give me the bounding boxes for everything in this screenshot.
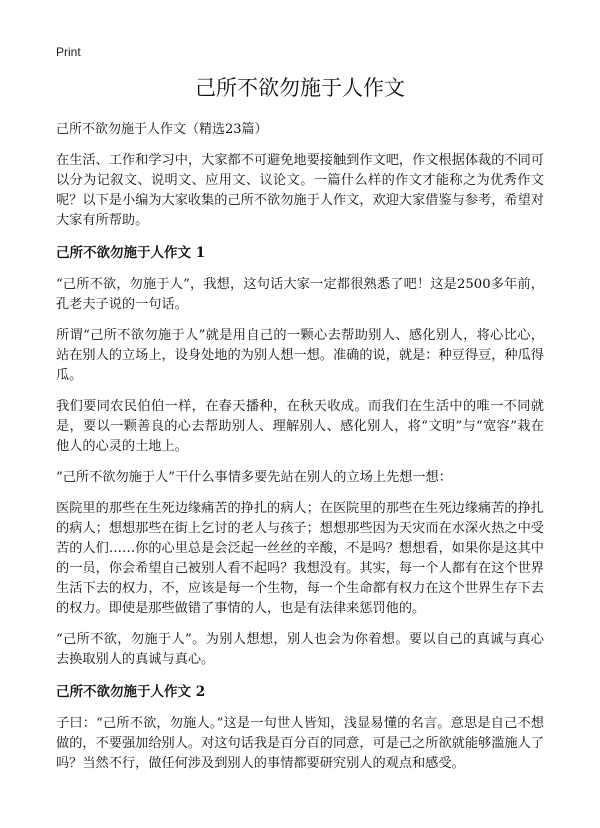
section-1-paragraph-4: “己所不欲勿施于人”干什么事情多要先站在别人的立场上先想一想： — [56, 470, 452, 485]
section-heading-2: 己所不欲勿施于人作文 2 — [56, 684, 206, 700]
page-title: 己所不欲勿施于人作文 — [195, 76, 405, 100]
intro-paragraph: 在生活、工作和学习中，大家都不可避免地要接触到作文吧，作文根据体裁的不同可以分为记叙文、说明文、应用文、议论文。一篇什么样的作文才能称之为优秀作文呢？以下是小编为大家收集的己所不欲勿施于人作文，欢迎大家借鉴与参考，希望对大家有所帮助。 — [56, 153, 544, 228]
document-subtitle: 己所不欲勿施于人作文（精选23篇） — [56, 122, 268, 137]
section-1-paragraph-1: “己所不欲，勿施于人”，我想，这句话大家一定都很熟悉了吧！这是2500多年前，孔老夫子说的一句话。 — [56, 277, 544, 312]
section-1-paragraph-6: “己所不欲，勿施于人”。为别人想想，别人也会为你着想。要以自己的真诚与真心去换取别人的真诚与真心。 — [56, 632, 544, 667]
section-heading-1: 己所不欲勿施于人作文 1 — [56, 245, 206, 261]
section-1-paragraph-3: 我们要同农民伯伯一样，在春天播种，在秋天收成。而我们在生活中的唯一不同就是，要以一颗善良的心去帮助别人、理解别人、感化别人，将“文明”与“宽容”栽在他人的心灵的土地上。 — [56, 399, 544, 454]
section-2-paragraph-1: 子曰：“己所不欲，勿施人。”这是一句世人皆知，浅显易懂的名言。意思是自己不想做的，不要强加给别人。对这句话我是百分百的同意，可是己之所欲就能够滥施人了吗？当然不行，做任何涉及到别人的事情都要研究别人的观点和感受。 — [56, 716, 544, 771]
print-link[interactable]: Print — [56, 45, 81, 59]
section-1-paragraph-5: 医院里的那些在生死边缘痛苦的挣扎的病人；在医院里的那些在生死边缘痛苦的挣扎的病人；想想那些在街上乞讨的老人与孩子；想想那些因为天灾而在水深火热之中受苦的人们……你的心里总是会泛起一丝丝的辛酸，不是吗？想想看，如果你是这其中的一员，你会希望自己被别人看不起吗？我想没有。其实，每一个人都有在这个世界生活下去的权力，不，应该是每一个生物，每一个生命都有权力在这个世界生存下去的权力。即使是那些做错了事情的人，也是有法律来惩罚他的。 — [56, 501, 544, 616]
section-1-paragraph-2: 所谓“己所不欲勿施于人”就是用自己的一颗心去帮助别人、感化别人，将心比心，站在别人的立场上，设身处地的为别人想一想。准确的说，就是：种豆得豆，种瓜得瓜。 — [56, 328, 544, 383]
